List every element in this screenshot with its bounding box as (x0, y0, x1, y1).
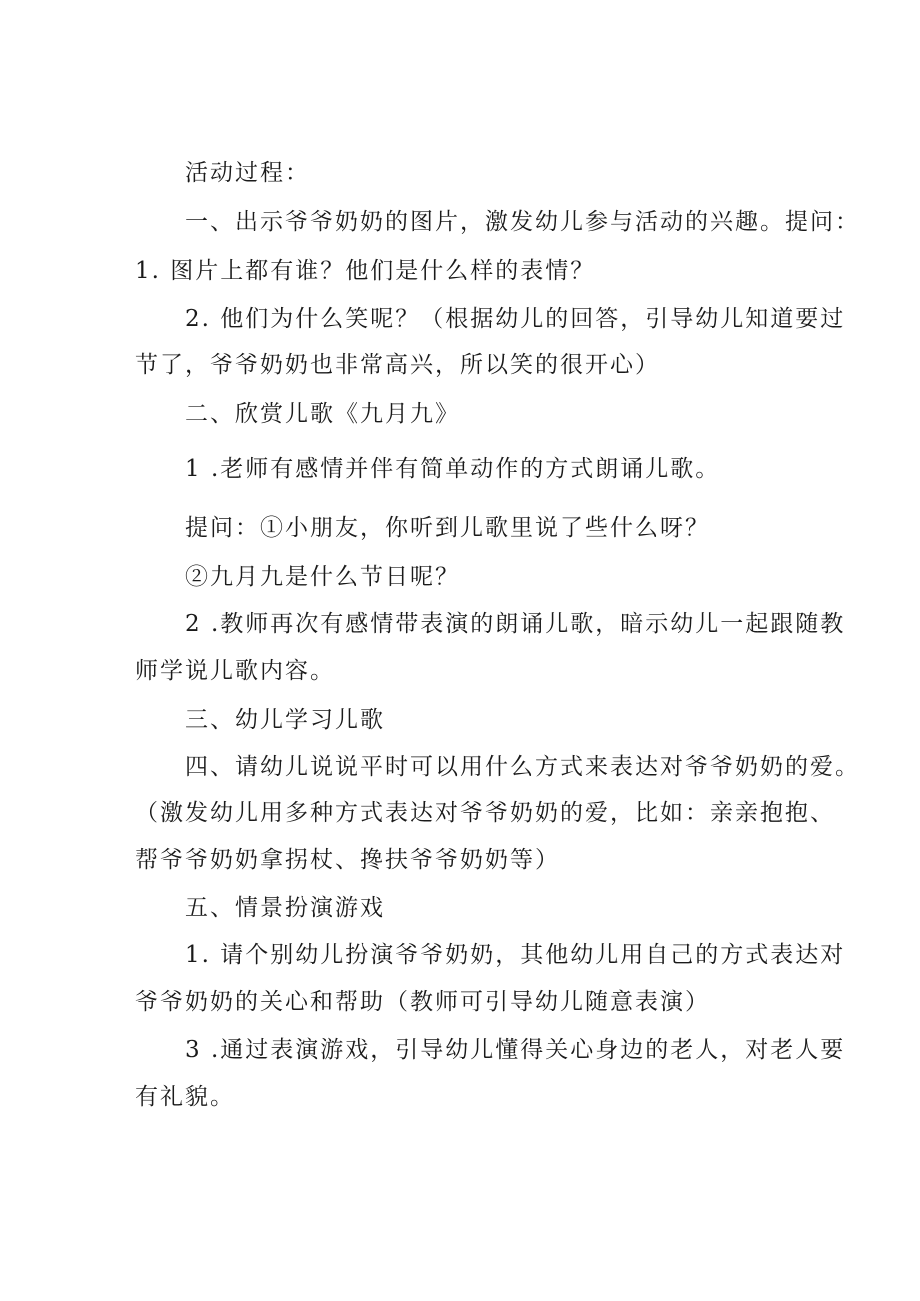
step-five-item-1-line-2: 爷爷奶奶的关心和帮助（教师可引导幼儿随意表演） (135, 989, 710, 1015)
step-two-question: 提问：①小朋友，你听到儿歌里说了些什么呀？ (185, 515, 710, 541)
step-five-item-3-line-1: 3 .通过表演游戏，引导幼儿懂得关心身边的老人，对老人要 (185, 1037, 846, 1063)
question-2-line-2: 节了，爷爷奶奶也非常高兴，所以笑的很开心） (135, 352, 660, 378)
step-five-heading: 五、情景扮演游戏 (185, 895, 385, 921)
question-2-line-1: 2. 他们为什么笑呢？（根据幼儿的回答，引导幼儿知道要过 (185, 306, 846, 332)
step-two-subquestion: ②九月九是什么节日呢？ (185, 564, 460, 590)
step-two-item-2-line-1: 2 .教师再次有感情带表演的朗诵儿歌，暗示幼儿一起跟随教 (185, 611, 846, 637)
step-three-heading: 三、幼儿学习儿歌 (185, 707, 385, 733)
question-1: 1. 图片上都有谁？他们是什么样的表情？ (135, 258, 596, 284)
step-two-item-2-line-2: 师学说儿歌内容。 (135, 658, 335, 684)
section-heading-activity-process: 活动过程： (185, 160, 310, 186)
step-two-item-1: 1 .老师有感情并伴有简单动作的方式朗诵儿歌。 (185, 456, 721, 482)
step-five-item-3-line-2: 有礼貌。 (135, 1084, 235, 1110)
step-four-detail-line-2: 帮爷爷奶奶拿拐杖、搀扶爷爷奶奶等） (135, 847, 560, 873)
step-two-heading: 二、欣赏儿歌《九月九》 (185, 401, 460, 427)
step-five-item-1-line-1: 1. 请个别幼儿扮演爷爷奶奶，其他幼儿用自己的方式表达对 (185, 942, 846, 968)
step-four-heading: 四、请幼儿说说平时可以用什么方式来表达对爷爷奶奶的爱。 (185, 754, 860, 780)
step-four-detail-line-1: （激发幼儿用多种方式表达对爷爷奶奶的爱，比如：亲亲抱抱、 (135, 800, 835, 826)
step-one-heading: 一、出示爷爷奶奶的图片，激发幼儿参与活动的兴趣。提问： (185, 209, 860, 235)
